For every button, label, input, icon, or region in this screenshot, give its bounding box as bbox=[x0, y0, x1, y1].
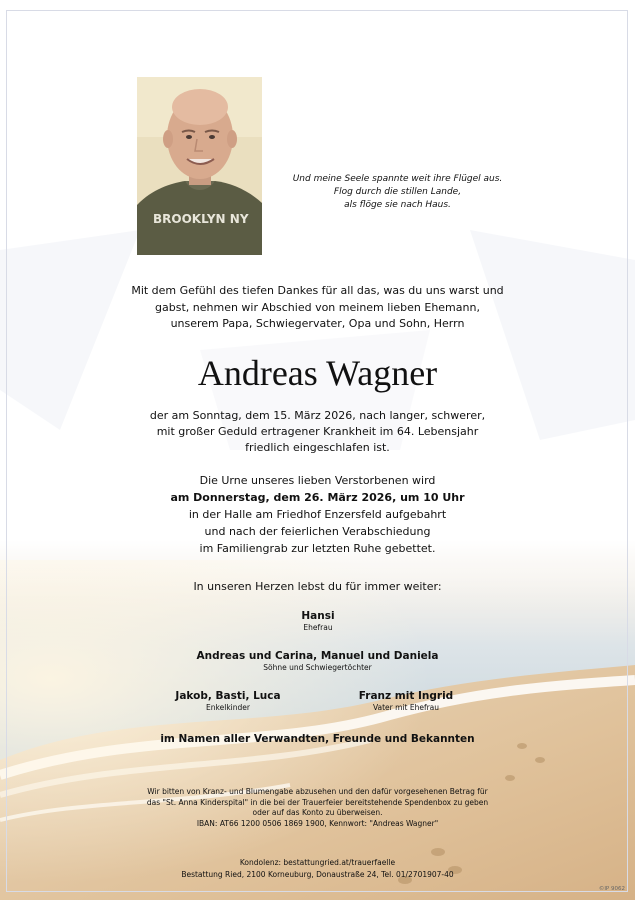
mourner-name: Jakob, Basti, Luca bbox=[175, 690, 281, 702]
mourner-role: Ehefrau bbox=[303, 623, 333, 632]
mourner-father bbox=[326, 690, 486, 713]
ceremony-line: in der Halle am Friedhof Enzersfeld aufgebahrt bbox=[188, 508, 447, 521]
intro-line: Mit dem Gefühl des tiefen Dankes für all das, was du uns warst und bbox=[131, 284, 504, 297]
death-line: friedlich eingeschlafen ist. bbox=[245, 441, 390, 454]
notice-line: oder auf das Konto zu überweisen. bbox=[252, 808, 383, 817]
ceremony-line: im Familiengrab zur letzten Ruhe gebettet. bbox=[199, 542, 436, 555]
deceased-name: Andreas Wagner bbox=[197, 353, 438, 393]
mourner-role: Enkelkinder bbox=[206, 703, 250, 712]
svg-text:BROOKLYN NY: BROOKLYN NY bbox=[153, 212, 249, 226]
contact-info bbox=[120, 857, 515, 881]
verse-line: Und meine Seele spannte weit ihre Flügel aus. bbox=[292, 174, 503, 184]
donation-notice bbox=[120, 787, 515, 829]
notice-line: IBAN: AT66 1200 0506 1869 1900, Kennwort: "Andreas Wagner" bbox=[196, 818, 439, 828]
ceremony-line: Die Urne unseres lieben Verstorbenen wird bbox=[199, 474, 436, 487]
hearts-line: In unseren Herzen lebst du für immer weiter: bbox=[193, 580, 442, 593]
mourner-role: Vater mit Ehefrau bbox=[372, 703, 440, 712]
mourner-family bbox=[100, 733, 535, 746]
ceremony-info bbox=[40, 472, 595, 557]
death-line: der am Sonntag, dem 15. März 2026, nach langer, schwerer, bbox=[149, 409, 486, 422]
mourner-grandchildren bbox=[158, 690, 298, 713]
intro-line: gabst, nehmen wir Abschied von meinem lieben Ehemann, bbox=[155, 300, 480, 314]
ceremony-date: am Donnerstag, dem 26. März 2026, um 10 Uhr bbox=[170, 491, 465, 504]
mourner-spouse bbox=[218, 610, 418, 633]
notice-line: Wir bitten von Kranz- und Blumengabe abzusehen und den dafür vorgesehenen Betrag für bbox=[147, 787, 488, 796]
mourner-name: Franz mit Ingrid bbox=[358, 690, 454, 702]
funeral-home: Bestattung Ried, 2100 Korneuburg, Donaustraße 24, Tel. 01/2701907-40 bbox=[181, 870, 454, 879]
intro-text bbox=[40, 283, 595, 333]
death-notice bbox=[40, 408, 595, 456]
verse-line: Flog durch die stillen Lande, bbox=[333, 187, 462, 197]
mourner-name: Hansi bbox=[301, 610, 335, 622]
portrait-photo bbox=[137, 77, 262, 255]
death-line: mit großer Geduld ertragener Krankheit im 64. Lebensjahr bbox=[156, 425, 479, 438]
mourner-role: Söhne und Schwiegertöchter bbox=[263, 663, 372, 672]
image-code: ©IP 9062 bbox=[598, 886, 625, 892]
mourner-name: im Namen aller Verwandten, Freunde und Bekannten bbox=[160, 733, 475, 745]
verse-line: als flöge sie nach Haus. bbox=[344, 200, 451, 210]
intro-line: unserem Papa, Schwiegervater, Opa und Sohn, Herrn bbox=[170, 317, 465, 330]
verse bbox=[285, 173, 510, 212]
notice-line: das "St. Anna Kinderspital" in die bei der Trauerfeier bereitstehende Spendenbox zu geben bbox=[146, 797, 489, 807]
mourner-name: Andreas und Carina, Manuel und Daniela bbox=[196, 650, 439, 662]
ceremony-line: und nach der feierlichen Verabschiedung bbox=[204, 525, 431, 538]
condolence-link: Kondolenz: bestattungried.at/trauerfaelle bbox=[239, 858, 396, 867]
mourner-children bbox=[140, 650, 495, 673]
